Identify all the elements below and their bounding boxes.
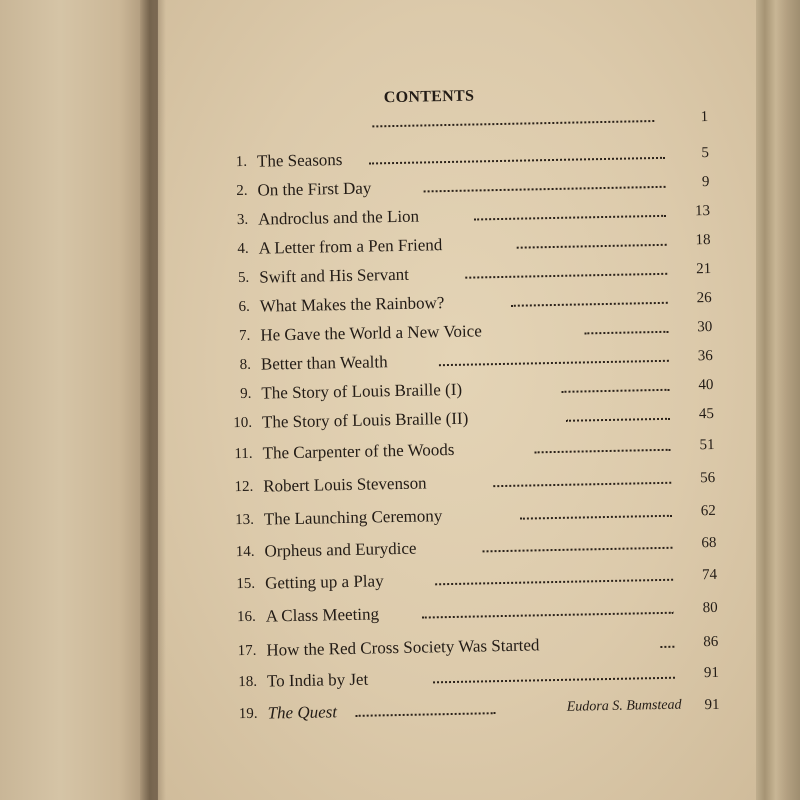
entry-number: 16.: [236, 608, 256, 626]
entry-page: 56: [700, 469, 716, 487]
toc-entry-19: [233, 692, 719, 727]
leader-dots: [465, 263, 667, 279]
entry-page: 91: [703, 664, 720, 682]
entry-number: 18.: [238, 673, 258, 691]
entry-page: 40: [698, 376, 714, 394]
entry-title: He Gave the World a New Voice: [260, 321, 482, 345]
entry-number: 9.: [240, 385, 252, 403]
toc-entry-13: [230, 498, 716, 533]
entry-page: 36: [697, 347, 713, 365]
entry-title: The Seasons: [256, 150, 343, 171]
entry-number: 5.: [237, 269, 250, 287]
entry-number: 13.: [234, 511, 255, 529]
leader-dots: [355, 702, 495, 717]
entry-title: The Quest: [267, 702, 338, 723]
entry-page: 91: [704, 696, 720, 714]
entry-title: On the First Day: [257, 178, 372, 200]
toc-entry-17: [232, 629, 718, 664]
leader-dots: [422, 602, 674, 619]
leader-dots: [511, 292, 668, 307]
entry-page: 13: [694, 202, 711, 220]
leader-dots: [566, 408, 670, 422]
leader-dots: [520, 505, 672, 520]
page-title: CONTENTS: [383, 87, 475, 107]
entry-title: Androclus and the Lion: [257, 206, 420, 229]
entry-page: 9: [701, 173, 710, 191]
toc-entry-12: [229, 465, 715, 500]
leader-dots: [369, 147, 665, 165]
entry-number: 3.: [236, 211, 249, 229]
entry-page: 18: [695, 231, 711, 249]
entry-number: 6.: [238, 298, 250, 316]
leader-dots: [584, 321, 668, 335]
entry-title: The Story of Louis Braille (I): [261, 379, 463, 403]
entry-title: Better than Wealth: [260, 352, 388, 374]
leader-dots: [660, 636, 674, 648]
entry-page: 21: [695, 260, 712, 278]
leader-dots: [516, 234, 666, 249]
entry-title: The Carpenter of the Woods: [262, 439, 455, 463]
entry-page: 26: [696, 289, 712, 307]
entry-page: 74: [701, 566, 718, 584]
leader-dots: [435, 569, 673, 586]
entry-title: The Story of Louis Braille (II): [261, 408, 469, 432]
entry-page: 30: [697, 318, 713, 336]
entry-page: 86: [703, 633, 719, 651]
entry-title: Orpheus and Eurydice: [264, 538, 417, 561]
entry-number: 19.: [238, 705, 258, 723]
entry-page: 62: [700, 502, 716, 520]
entry-number: 15.: [236, 575, 256, 593]
toc-entry-14: [230, 530, 716, 565]
entry-number: 2.: [236, 182, 248, 200]
entry-number: 14.: [235, 543, 255, 561]
entry-number: 7.: [238, 327, 251, 345]
entry-page: 51: [699, 436, 715, 454]
toc-entry-11: [228, 432, 714, 467]
leader-dots: [474, 205, 666, 221]
entry-number: 12.: [234, 478, 254, 496]
entry-title: Getting up a Play: [264, 571, 384, 593]
entry-number: 8.: [239, 356, 252, 374]
leader-dots: [439, 350, 669, 366]
entry-title: How the Red Cross Society Was Started: [266, 635, 540, 660]
entry-number: 17.: [237, 642, 257, 660]
leader-dots: [561, 379, 669, 393]
entry-title: A Class Meeting: [265, 604, 380, 626]
toc-entry-10: [228, 401, 714, 436]
leader-dots: [423, 176, 665, 193]
entry-page: 5: [701, 144, 710, 162]
entry-author: Eudora S. Bumstead: [566, 697, 682, 715]
entry-title: Robert Louis Stevenson: [263, 473, 427, 496]
toc-entry-16: [231, 595, 717, 630]
entry-title: The Launching Ceremony: [263, 506, 443, 529]
entry-number: 10.: [233, 414, 253, 432]
entry-title: Swift and His Servant: [259, 264, 410, 287]
entry-title: A Letter from a Pen Friend: [258, 235, 443, 258]
entry-number: 11.: [234, 445, 253, 463]
leader-dots: [433, 667, 675, 684]
entry-page: 45: [698, 405, 715, 423]
intro-page-number: 1: [700, 108, 709, 126]
entry-number: 4.: [237, 240, 249, 258]
toc-entry-18: [233, 660, 719, 695]
leader-dots: [372, 110, 654, 127]
entry-title: To India by Jet: [266, 669, 369, 691]
entry-page: 68: [701, 534, 717, 552]
leader-dots: [534, 439, 670, 454]
intro-row: [222, 107, 708, 142]
entry-title: What Makes the Rainbow?: [259, 293, 445, 316]
leader-dots: [493, 472, 671, 487]
entry-page: 80: [702, 599, 718, 617]
entry-number: 1.: [235, 153, 248, 171]
toc-entry-15: [231, 562, 717, 597]
leader-dots: [482, 537, 672, 553]
